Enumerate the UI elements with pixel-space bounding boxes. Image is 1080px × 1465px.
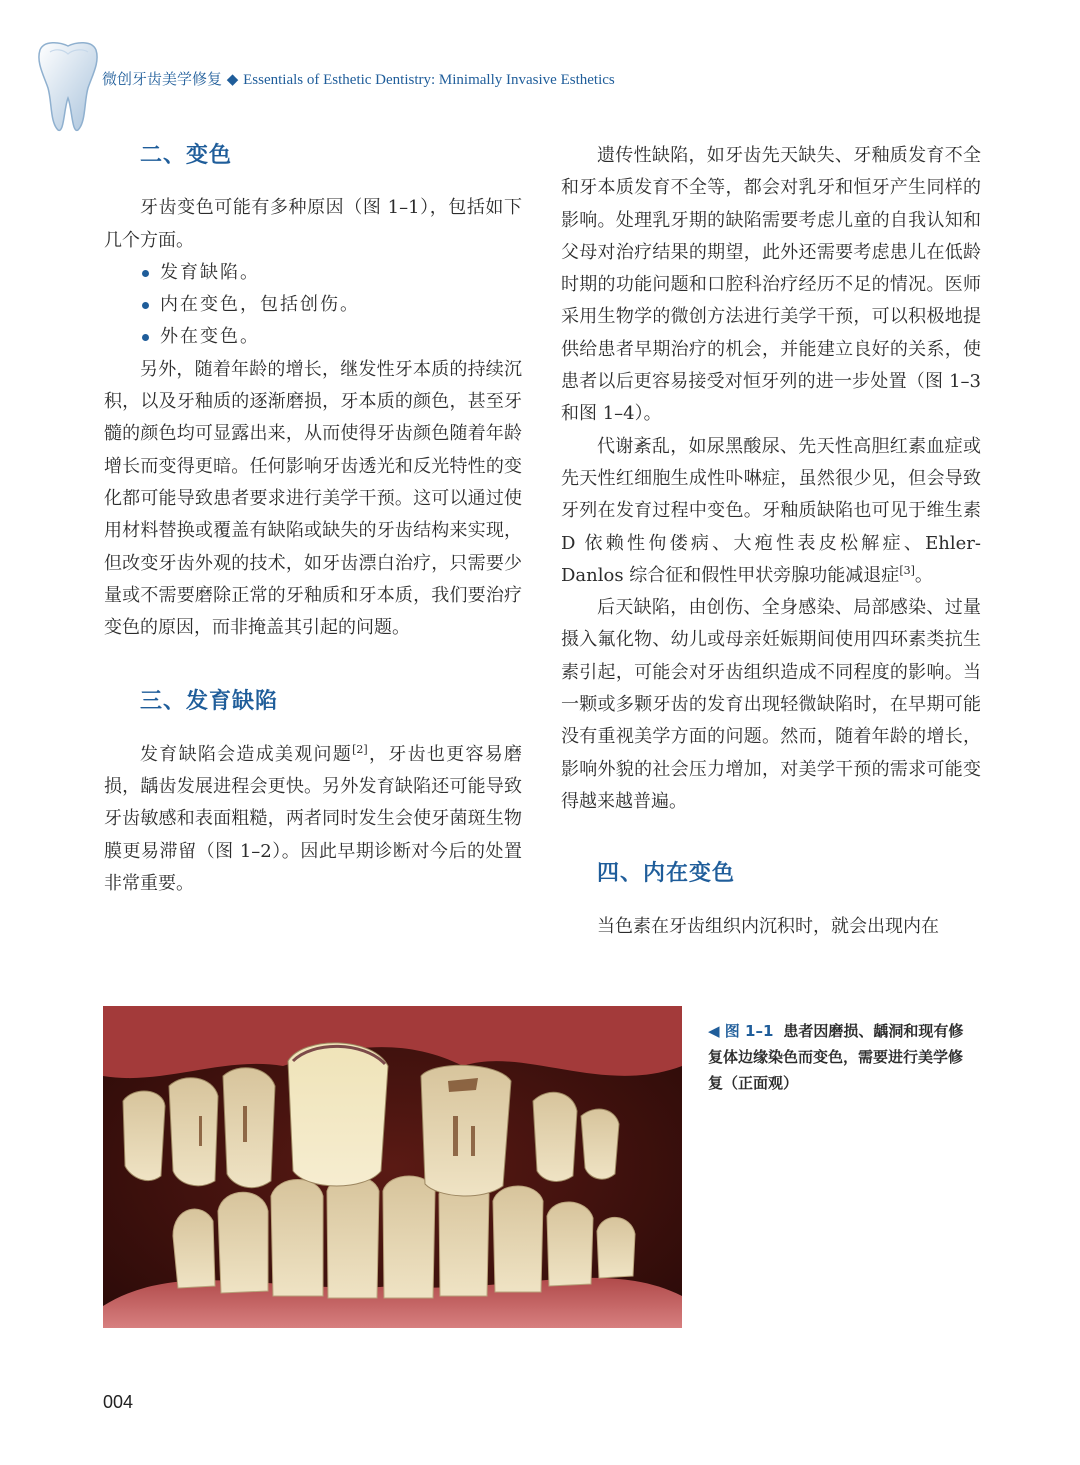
text-run: 。: [914, 564, 933, 586]
running-head: [102, 68, 615, 89]
teeth-illustration: [103, 1006, 682, 1328]
book-title-en: Essentials of Esthetic Dentistry: Minimally Invasive Esthetics: [243, 72, 615, 88]
figure-caption: [708, 1018, 968, 1096]
cause-list: [104, 257, 522, 354]
text-run: 代谢紊乱，如尿黑酸尿、先天性高胆红素血症或先天性红细胞生成性卟啉症，虽然很少见，但会导致牙列在发育过程中变色。牙釉质缺陷也可见于维生素 D 依赖性佝偻病、大疱性表皮松解症、Ehler-Danlos 综合征和假性甲状旁腺功能减退症: [561, 435, 981, 586]
section-heading-developmental-defects: 三、发育缺陷: [140, 689, 279, 715]
paragraph: 当色素在牙齿组织内沉积时，就会出现内在: [597, 915, 939, 937]
paragraph: [561, 431, 981, 592]
paragraph: [104, 739, 522, 900]
caption-text: 患者因磨损、龋洞和现有修复体边缘染色而变色，需要进行美学修复（正面观）: [708, 1022, 964, 1092]
section-heading-discoloration: 二、变色: [140, 143, 233, 168]
page-number: 004: [103, 1392, 134, 1412]
diamond-separator: ◆: [226, 70, 239, 88]
citation-ref: [2]: [352, 742, 368, 756]
clinical-photo: [103, 1006, 682, 1328]
paragraph: 另外，随着年龄的增长，继发性牙本质的持续沉积，以及牙釉质的逐渐磨损，牙本质的颜色，甚至牙髓的颜色均可显露出来，从而使得牙齿颜色随着年龄增长而变得更暗。任何影响牙齿透光和反光特性的变化都可能导致患者要求进行美学干预。这可以通过使用材料替换或覆盖有缺陷或缺失的牙齿结构来实现，但改变牙齿外观的技术，如牙齿漂白治疗，只需要少量或不需要磨除正常的牙釉质和牙本质，我们要治疗变色的原因，而非掩盖其引起的问题。: [104, 358, 522, 639]
book-title-cn: 微创牙齿美学修复: [102, 70, 223, 88]
section-heading-intrinsic-discoloration: 四、内在变色: [597, 861, 736, 887]
page-header: [30, 36, 730, 136]
left-column: [104, 140, 522, 900]
figure-number: 图 1–1: [724, 1022, 774, 1040]
citation-ref: [3]: [899, 563, 915, 577]
paragraph: 牙齿变色可能有多种原因（图 1–1），包括如下几个方面。: [104, 197, 522, 251]
paragraph: 遗传性缺陷，如牙齿先天缺失、牙釉质发育不全和牙本质发育不全等，都会对乳牙和恒牙产生同样的影响。处理乳牙期的缺陷需要考虑儿童的自我认知和父母对治疗结果的期望，此外还需要考虑患儿在低龄时期的功能问题和口腔科治疗经历不足的情况。医师采用生物学的微创方法进行美学干预，可以积极地提供给患者早期治疗的机会，并能建立良好的关系，使患者以后更容易接受对恒牙列的进一步处置（图 1–3 和图 1–4）。: [561, 145, 981, 425]
list-item: 外在变色。: [140, 321, 522, 353]
list-item: 内在变色，包括创伤。: [140, 289, 522, 321]
tooth-icon: [30, 36, 110, 136]
caption-arrow-icon: ◀: [708, 1022, 720, 1040]
text-run: 发育缺陷会造成美观问题: [140, 743, 353, 765]
right-column: [561, 140, 981, 943]
list-item: 发育缺陷。: [140, 257, 522, 289]
text-run: ，牙齿也更容易磨损，龋齿发展进程会更快。另外发育缺陷还可能导致牙齿敏感和表面粗糙，两者同时发生会使牙菌斑生物膜更易滞留（图 1–2）。因此早期诊断对今后的处置非常重要。: [104, 743, 523, 894]
paragraph: 后天缺陷，由创伤、全身感染、局部感染、过量摄入氟化物、幼儿或母亲妊娠期间使用四环素类抗生素引起，可能会对牙齿组织造成不同程度的影响。当一颗或多颗牙齿的发育出现轻微缺陷时，在早期可能没有重视美学方面的问题。然而，随着年龄的增长，影响外貌的社会压力增加，对美学干预的需求可能变得越来越普遍。: [561, 597, 981, 812]
